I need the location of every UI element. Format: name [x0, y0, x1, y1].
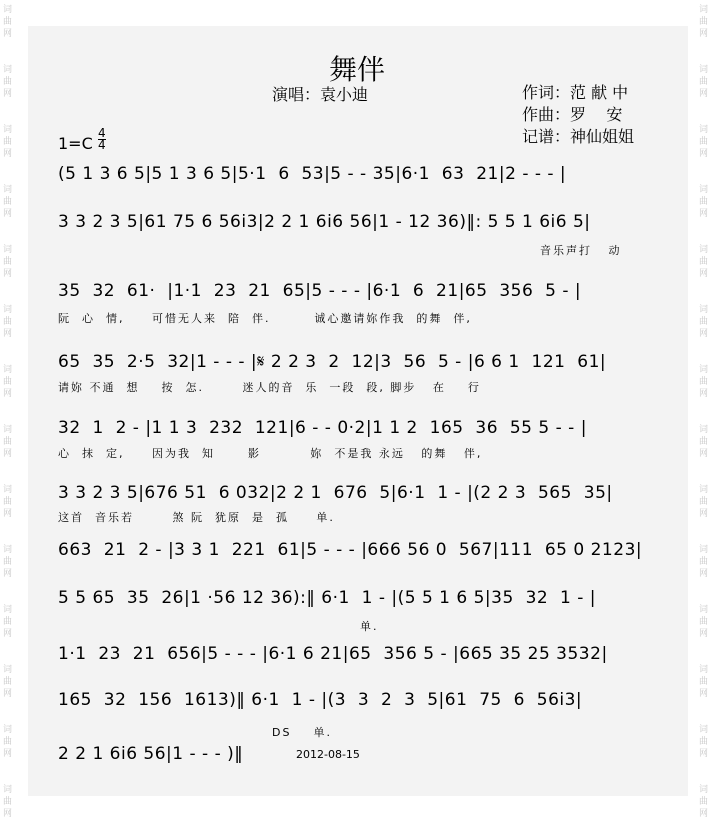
transcription-date: 2012-08-15 [296, 748, 360, 761]
key-signature: 1=C [58, 134, 93, 153]
lyricist-credit: 作词：范 献 中 [522, 83, 629, 102]
notation-row-9: 1·1 23 21 656|5 - - - |6·1 6 21|65 356 5 - |665 35 25 3532| [58, 644, 608, 664]
notation-row-2: 3 3 2 3 5|61 75 6 56i3|2 2 1 6i6 56|1 - 12 36)‖: 5 5 1 6i6 5| [58, 212, 591, 232]
lyric-row-3: 阮 心 情, 可惜无人来 陪 伴. 诚心邀请妳作我 的舞 伴, [58, 312, 472, 325]
composer-credit: 作曲：罗 安 [522, 105, 623, 124]
watermark-left: 词 曲 网 词 曲 网 词 曲 网 词 曲 网 词 曲 网 词 曲 网 词 曲 网 词 曲 网 词 曲 网 词 曲 网 词 曲 网 词 曲 网 词 曲 网 词 曲 网 [3, 5, 13, 819]
time-signature [98, 128, 106, 151]
notation-row-8: 5 5 65 35 26|1 ·56 12 36):‖ 6·1 1 - |(5 5 1 6 5|35 32 1 - | [58, 588, 597, 608]
notation-row-10: 165 32 156 1613)‖ 6·1 1 - |(3 3 2 3 5|61 75 6 56i3| [58, 690, 583, 710]
lyric-row-4: 请妳 不通 想 按 怎. 迷人的音 乐 一段 段, 脚步 在 行 [58, 381, 481, 394]
lyric-row-8: 单. [360, 620, 379, 633]
notation-row-4: 65 35 2·5 32|1 - - - |𝄋 2 2 3 2 12|3 56 5 - |6 6 1 121 61| [58, 352, 607, 372]
lyric-row-10: DS 单. [272, 726, 332, 739]
notation-row-11: 2 2 1 6i6 56|1 - - - )‖ [58, 744, 244, 764]
notation-row-5: 32 1 2 - |1 1 3 232 121|6 - - 0·2|1 1 2 165 36 55 5 - - | [58, 418, 587, 438]
credits-block [522, 82, 634, 148]
meter-top: 4 [98, 126, 106, 140]
singer-credit: 演唱：袁小迪 [272, 85, 369, 104]
notation-row-1: (5 1 3 6 5|5 1 3 6 5|5·1 6 53|5 - - 35|6·1 63 21|2 - - - | [58, 164, 567, 184]
song-title: 舞伴 [328, 53, 385, 86]
lyric-row-5: 心 抹 定, 因为我 知 影 妳 不是我 永远 的舞 伴, [58, 447, 483, 460]
watermark-right: 词 曲 网 词 曲 网 词 曲 网 词 曲 网 词 曲 网 词 曲 网 词 曲 网 词 曲 网 词 曲 网 词 曲 网 词 曲 网 词 曲 网 词 曲 网 词 曲 网 [699, 5, 709, 819]
meter-bottom: 4 [98, 138, 106, 152]
lyric-row-2: 音乐声打 动 [540, 244, 622, 257]
lyric-row-6: 这首 音乐若 煞 阮 犹原 是 孤 单. [58, 511, 335, 524]
notation-row-6: 3 3 2 3 5|676 51 6 032|2 2 1 676 5|6·1 1 - |(2 2 3 565 35| [58, 483, 613, 503]
notation-row-7: 663 21 2 - |3 3 1 221 61|5 - - - |666 56 0 567|111 65 0 2123| [58, 540, 643, 560]
notation-row-3: 35 32 61· |1·1 23 21 65|5 - - - |6·1 6 21|65 356 5 - | [58, 281, 582, 301]
transcriber-credit: 记谱：神仙姐姐 [522, 127, 635, 146]
